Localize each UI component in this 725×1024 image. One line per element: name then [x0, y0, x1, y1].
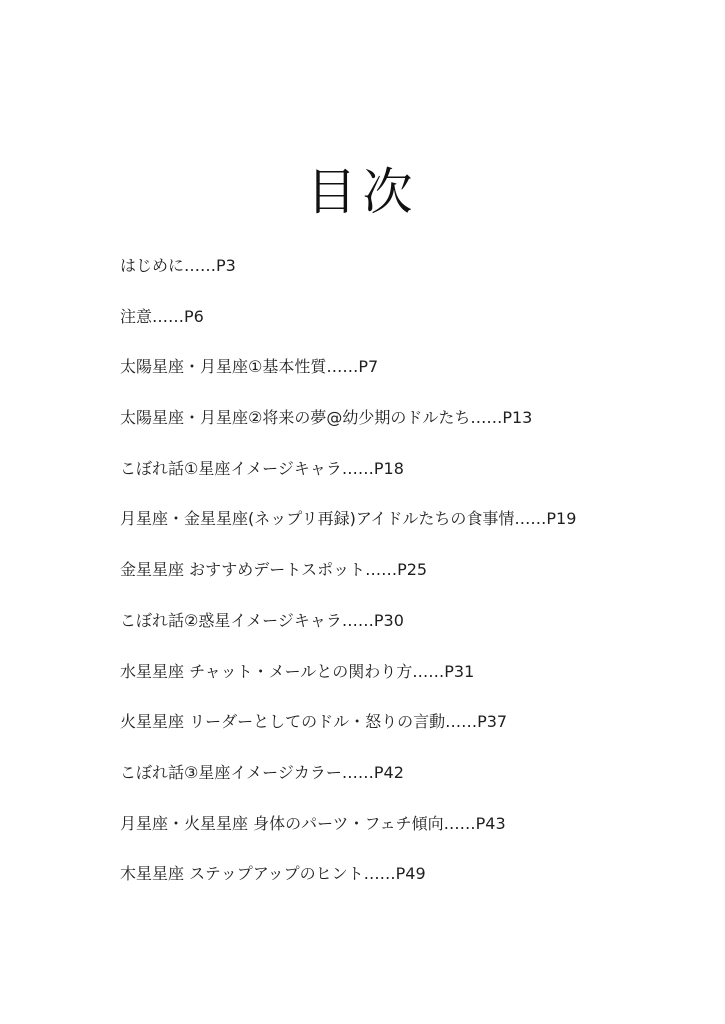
- toc-entry: こぼれ話③星座イメージカラー……P42: [120, 762, 404, 782]
- toc-entry: 太陽星座・月星座①基本性質……P7: [120, 357, 379, 377]
- toc-entry: 火星星座 リーダーとしてのドル・怒りの言動……P37: [120, 712, 508, 732]
- toc-entry: 太陽星座・月星座②将来の夢@幼少期のドルたち……P13: [120, 408, 533, 428]
- toc-entry: はじめに……P3: [120, 256, 236, 275]
- toc-entry: 水星星座 チャット・メールとの関わり方……P31: [120, 661, 475, 681]
- page-title: 目次: [306, 163, 419, 221]
- toc-entry: 注意……P6: [120, 306, 204, 326]
- toc-entry: 金星星座 おすすめデートスポット……P25: [120, 560, 428, 580]
- toc-entry: 月星座・金星星座(ネップリ再録)アイドルたちの食事情……P19: [120, 509, 577, 529]
- toc-entry: 木星星座 ステップアップのヒント……P49: [120, 864, 426, 884]
- toc-entry: こぼれ話②惑星イメージキャラ……P30: [120, 610, 404, 630]
- toc-entry: こぼれ話①星座イメージキャラ……P18: [120, 458, 404, 478]
- table-of-contents: [120, 256, 710, 915]
- toc-entry: 月星座・火星星座 身体のパーツ・フェチ傾向……P43: [120, 813, 506, 833]
